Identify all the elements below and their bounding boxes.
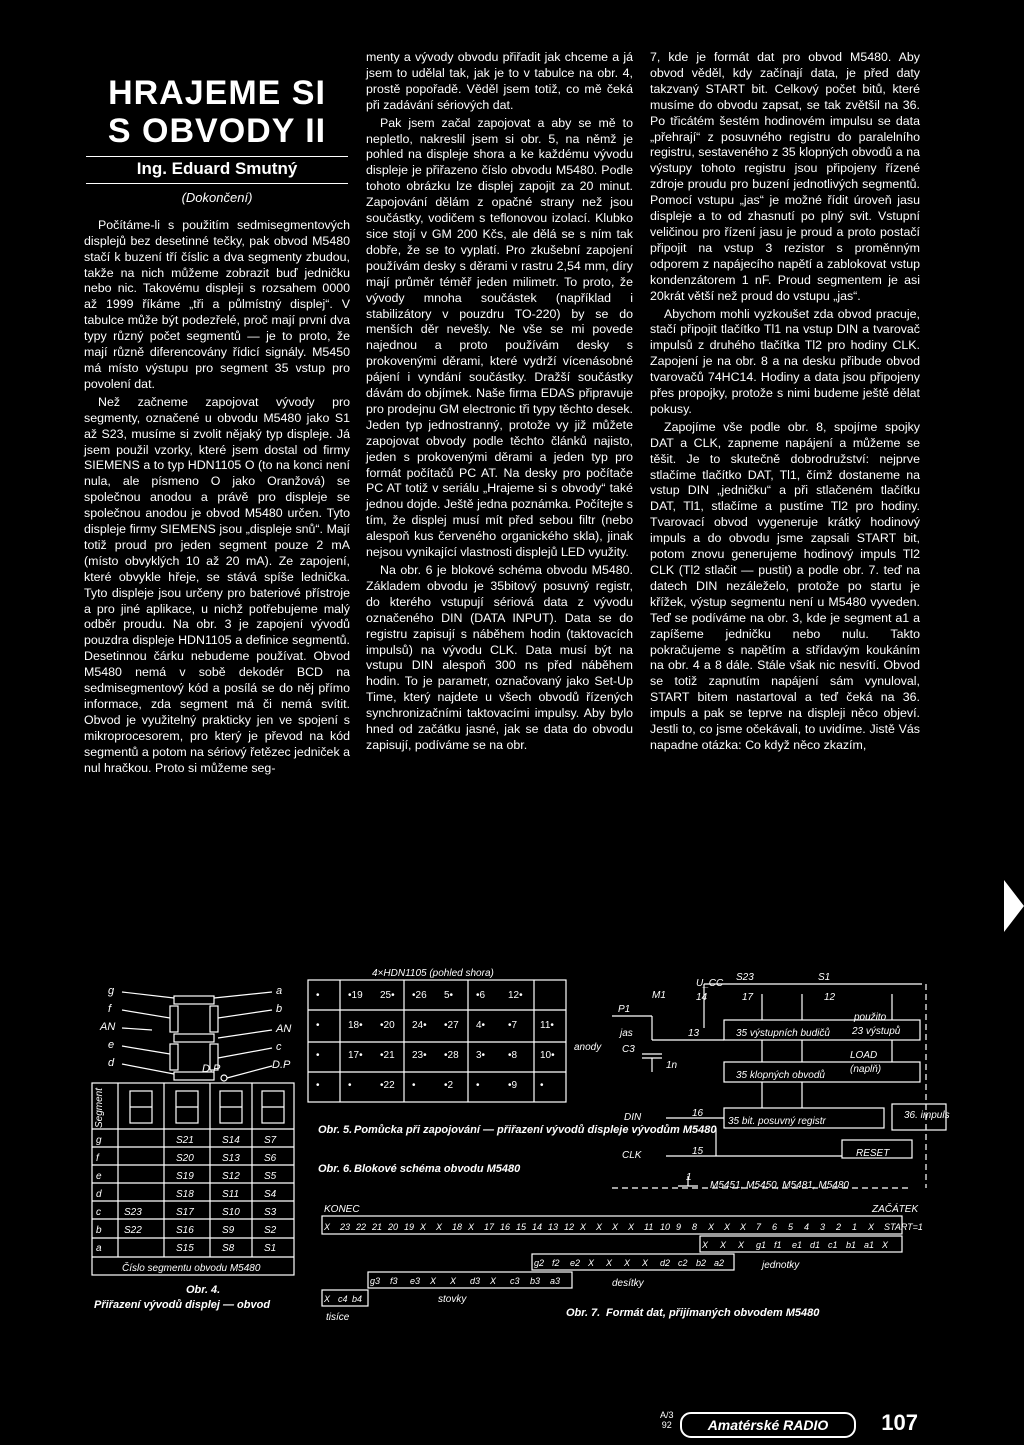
- column-3: [650, 50, 920, 756]
- fig5-pin: •9: [508, 1080, 518, 1091]
- fig6-p1: P1: [618, 1004, 631, 1015]
- fig6-block-diagram: [612, 984, 946, 1188]
- fig3-label-g: g: [108, 985, 115, 997]
- fig7-bit: 10: [660, 1222, 671, 1232]
- fig7-bit: c2: [678, 1258, 688, 1268]
- fig7-bit: X: [596, 1222, 603, 1232]
- fig4-cell: S9: [222, 1225, 235, 1236]
- fig5-pin: •8: [508, 1050, 518, 1061]
- fig7-konec: KONEC: [324, 1204, 360, 1215]
- fig7-bit: 17: [484, 1222, 495, 1232]
- fig6-ucc: U_CC: [696, 978, 724, 989]
- fig7-bit: 2: [836, 1222, 842, 1232]
- paragraph: menty a vývody obvodu přiřadit jak chceme a já jsem to udělal tak, jak je to v tabulce na obr. 4, prostě popořadě. Věděl jsem totiž, co mě čeká při zadávání sériových dat.: [366, 50, 633, 112]
- fig3-label-dp: D.P: [202, 1063, 221, 1075]
- fig5-pin: •: [412, 1080, 416, 1091]
- fig3-label-f: f: [108, 1003, 112, 1015]
- fig7-bit: X: [740, 1222, 747, 1232]
- fig3-label-dp2: D.P: [272, 1059, 291, 1071]
- issue-bottom: 92: [661, 1420, 672, 1430]
- fig7-stovky: stovky: [438, 1294, 467, 1305]
- fig7-bit: 12: [564, 1222, 575, 1232]
- fig7-bit: 23: [340, 1222, 351, 1232]
- fig7-bit: X: [324, 1294, 331, 1304]
- fig6-caption-text: Blokové schéma obvodu M5480: [354, 1163, 521, 1175]
- article-title: [84, 74, 350, 150]
- title-line-1: HRAJEME SI: [108, 74, 326, 112]
- fig4-row-segment: a: [96, 1243, 102, 1254]
- fig6-block5: RESET: [856, 1148, 890, 1159]
- fig5-anody: anody: [574, 1042, 602, 1053]
- fig4-cell: S10: [222, 1207, 240, 1218]
- fig7-bit: b4: [352, 1294, 363, 1304]
- fig5-pin: •: [540, 1080, 544, 1091]
- fig4-cell: S23: [124, 1207, 142, 1218]
- fig4-row-segment: f: [96, 1153, 99, 1164]
- fig5-pin: •28: [444, 1050, 459, 1061]
- fig5-pin: •: [316, 1080, 320, 1091]
- fig7-bit: X: [702, 1240, 709, 1250]
- fig7-bit: 16: [500, 1222, 511, 1232]
- fig7-bit: a1: [864, 1240, 875, 1250]
- fig7-bit: d3: [470, 1276, 481, 1286]
- fig7-bit: X: [612, 1222, 619, 1232]
- fig7-bit: X: [642, 1258, 649, 1268]
- fig4-row-segment: e: [96, 1171, 102, 1182]
- magazine-logo: Amatérské RADIO: [680, 1412, 856, 1438]
- fig4-cell: S15: [176, 1243, 194, 1254]
- fig4-cell: S22: [124, 1225, 142, 1236]
- fig4-cell: S7: [264, 1135, 277, 1146]
- fig3-label-e: e: [108, 1039, 115, 1051]
- fig7-bit: X: [724, 1222, 731, 1232]
- fig3-pinout: [122, 992, 272, 1081]
- fig7-bit: 22: [356, 1222, 367, 1232]
- fig6-c3: C3: [622, 1044, 635, 1055]
- fig7-bit: e1: [792, 1240, 803, 1250]
- fig5-pin: •: [476, 1080, 480, 1091]
- fig7-bit: 1: [852, 1222, 858, 1232]
- fig4-cell: S16: [176, 1225, 194, 1236]
- fig7-bit: X: [430, 1276, 437, 1286]
- fig7-bit: X: [580, 1222, 587, 1232]
- fig5-pin: •: [348, 1080, 352, 1091]
- fig6-block1: 35 výstupních budičů: [736, 1028, 830, 1039]
- fig6-m1: M1: [652, 990, 666, 1001]
- fig4-cell: S11: [222, 1189, 240, 1200]
- fig5-pin: 4•: [476, 1020, 486, 1031]
- fig7-bit: b3: [530, 1276, 541, 1286]
- fig5-pin: •7: [508, 1020, 518, 1031]
- fig7-bit: X: [606, 1258, 613, 1268]
- fig5-grid: [308, 980, 566, 1102]
- fig4-cell: S4: [264, 1189, 277, 1200]
- fig6-din: DIN: [624, 1112, 642, 1123]
- fig7-bit: b1: [846, 1240, 857, 1250]
- fig7-tisice: tisíce: [326, 1312, 350, 1323]
- fig4-cell: S1: [264, 1243, 277, 1254]
- figures-area: [82, 968, 950, 1408]
- fig7-bit: g3: [370, 1276, 381, 1286]
- paragraph: Na obr. 6 je blokové schéma obvodu M5480. Základem obvodu je 35bitový posuvný registr, do kterého vstupují sériová data z vývodu označeného DIN (DATA INPUT). Data se do registru zapisují s náběhem hodin (taktovacích impulsů) na vývodu CLK. Data musí být na vstupu DIN alespoň 300 ns před náběhem hodin. To je parametr, označovaný jako Set-Up Time, který najdete u všech obvodů řízených synchronizačními taktovacími impulsy. Aby bylo hned od začátku jasné, jak se data do obvodu zapisují, podíváme se na obr.: [366, 563, 633, 752]
- fig7-bit: X: [468, 1222, 475, 1232]
- paragraph: 7, kde je formát dat pro obvod M5480. Aby obvod věděl, kdy začínají data, je před daty takzvaný START bit. Celkový počet bitů, které musíme do obvodu zapsat, se tak zvětšil na 36. Po třicátém šestém hodinovém impulsu se data „přehrají“ z posuvného registru do paralelního registru, sestaveného z 35 klopných obvodů a na výstupy tohoto registru jsou připojeny řízené zdroje proudu pro buzení jednotlivých segmentů. Pomocí vstupu „jas“ je možné řídit úroveň jasu displeje a to od zhasnutí po plný svit. Vstupní veličinou pro řízení jasu je proud a proto postačí připojit na vstup 3 rezistor s proměnným odporem z napájecího napětí a zablokovat vstup kondenzátorem 1 nF. Proud segmentem je asi 20krát větší než proud do vstupu „jas“.: [650, 50, 920, 303]
- fig4-cell: S20: [176, 1153, 194, 1164]
- paragraph: Pak jsem začal zapojovat a aby se mě to nepletlo, nakreslil jsem si obr. 5, na němž je pohled na displeje shora a ke každému vývodu displeje je přiřazeno číslo obvodu M5480. Podle tohoto obrázku lze displej zapojit za 20 minut. Zapojování dělám z opačné strany než jsou součástky, vodičem s teflonovou izolací. Klubko sice stojí v GM 200 Kčs, ale dělá se s ním tak dobře, že se to vyplatí. Pro zkušební zapojení používám desky s děrami v rastru 2,54 mm, díry mají průměr téměř jeden milimetr. To proto, že vývody mnoha součástek (například i stabilizátory v pouzdru TO-220) by se do menších děr nevešly. Ne vše se mi povede najednou a proto používám desky s prokovenými děrami, které vydrží vícenásobné pájení i vyndání součástky. Dražší součástky dávám do objímek. Naše firma EDAS připravuje pro prodejnu GM electronic tři typy těchto desek. Jeden typ jednostranný, protože vy již můžete zapojovat obvody podle těchto článků najisto, jeden s prokovenými děrami a jeden typ pro formát počítačů PC AT. Na desky pro počítače PC AT totiž v seriálu „Hrajeme si s obvody“ také jednou dojde. Ještě jedna poznámka. Počítejte s tím, že displej musí mít před sebou filtr (nebo alespoň kus červeného organického skla), jinak nejsou vynikající vlastnosti displejů LED využity.: [366, 115, 633, 560]
- fig7-caption-num: Obr. 7.: [566, 1307, 601, 1319]
- fig7-bit: 3: [820, 1222, 826, 1232]
- fig5-pin: 12•: [508, 990, 523, 1001]
- fig4-cell: S5: [264, 1171, 277, 1182]
- fig6-load: LOAD: [850, 1050, 878, 1061]
- continue-arrow-icon: [1004, 880, 1024, 932]
- fig7-bit: f3: [390, 1276, 398, 1286]
- fig7-bit: X: [490, 1276, 497, 1286]
- fig7-bit: e3: [410, 1276, 421, 1286]
- author: Ing. Eduard Smutný: [136, 159, 298, 178]
- fig7-bit: X: [324, 1222, 331, 1232]
- fig7-bit: X: [708, 1222, 715, 1232]
- paragraph: Počítáme-li s použitím sedmisegmentových displejů bez desetinné tečky, pak obvod M5480 stačí k buzení tří číslic a dva segmenty zbudou, takže na nich můžeme zobrazit buď jedničku nebo nic. Takovému displeji s rozsahem 0000 až 1999 říkáme „tři a půlmístný displej“. V tabulce může být podezřelé, proč mají první dva typy různý počet segmentů — je to proto, že mají různě diferencovány řídicí signály. M5450 má místo výstupu pro segment 35 vstup pro povolení dat.: [84, 217, 350, 391]
- fig6-jas: jas: [620, 1028, 633, 1039]
- paragraph: Abychom mohli vyzkoušet zda obvod pracuje, stačí připojit tlačítko Tl1 na vstup DIN a tvarovač impulsů z druhého tlačítka Tl2 pro hodiny CLK. Zapojení je na obr. 8 a na desku přibude obvod tvarovačů 74HC14. Hodiny a data jsou připojeny přes propojky, protože s nimi budeme ještě dělat pokusy.: [650, 306, 920, 416]
- page-number: 107: [881, 1410, 918, 1435]
- fig5-header: 4×HDN1105 (pohled shora): [372, 968, 494, 979]
- fig7-bit: a2: [714, 1258, 725, 1268]
- issue-top: A/3: [660, 1410, 674, 1420]
- fig4-cell: S2: [264, 1225, 277, 1236]
- title-line-2: S OBVODY II: [107, 112, 327, 150]
- fig5-caption-num: Obr. 5.: [318, 1124, 353, 1136]
- fig4-cell: S6: [264, 1153, 277, 1164]
- fig3-label-c: c: [276, 1041, 282, 1053]
- fig6-s1: S1: [818, 972, 831, 983]
- fig6-s23: S23: [736, 972, 754, 983]
- fig7-jednotky: jednotky: [762, 1260, 800, 1271]
- fig5-pin: •27: [444, 1020, 459, 1031]
- fig7-bit: X: [588, 1258, 595, 1268]
- fig7-bit: X: [450, 1276, 457, 1286]
- fig5-pin: •20: [380, 1020, 395, 1031]
- fig6-chips: M5451, M5450, M5481, M5480: [710, 1180, 849, 1191]
- fig5-pin: •19: [348, 990, 363, 1001]
- fig5-pin: •2: [444, 1080, 454, 1091]
- fig6-n14: 14: [696, 992, 708, 1003]
- fig7-bit: e2: [570, 1258, 581, 1268]
- fig5-pin: 24•: [412, 1020, 427, 1031]
- fig4-cell: S3: [264, 1207, 277, 1218]
- fig6-n12: 12: [824, 992, 836, 1003]
- fig6-n15: 15: [692, 1146, 704, 1157]
- fig7-bit: X: [628, 1222, 635, 1232]
- fig5-pin: •22: [380, 1080, 395, 1091]
- fig6-n13: 13: [688, 1028, 700, 1039]
- fig4-cell: S18: [176, 1189, 194, 1200]
- fig3-label-a: a: [276, 985, 283, 997]
- fig5-pin: 17•: [348, 1050, 363, 1061]
- fig7-bit: 15: [516, 1222, 527, 1232]
- fig6-n17: 17: [742, 992, 754, 1003]
- continuation-note: (Dokončení): [181, 189, 253, 205]
- fig6-block4: 36. impuls: [904, 1110, 950, 1121]
- fig4-row-segment: g: [96, 1135, 102, 1146]
- fig6-block2: 35 klopných obvodů: [736, 1070, 825, 1081]
- fig7-bit: 5: [788, 1222, 794, 1232]
- fig6-load2: (naplň): [850, 1064, 882, 1075]
- fig4-row-segment: b: [96, 1225, 102, 1236]
- fig7-bit: g2: [534, 1258, 545, 1268]
- fig7-bit: c4: [338, 1294, 348, 1304]
- fig7-bit: f1: [774, 1240, 782, 1250]
- fig5-pin: 5•: [444, 990, 454, 1001]
- fig5-pin: 10•: [540, 1050, 555, 1061]
- fig4-header: Segment: [94, 1087, 105, 1128]
- fig7-bit: 21: [372, 1222, 383, 1232]
- fig4-cell: S19: [176, 1171, 194, 1182]
- fig7-bit: 14: [532, 1222, 543, 1232]
- fig4-row-segment: d: [96, 1189, 102, 1200]
- fig7-bit: START=1: [884, 1222, 923, 1232]
- fig5-pin: 11•: [540, 1020, 554, 1031]
- fig5-pin: •: [316, 990, 320, 1001]
- fig7-bit: c3: [510, 1276, 520, 1286]
- fig5-caption-text: Pomůcka při zapojování — přiřazení vývodů displeje vývodům M5480: [354, 1124, 717, 1136]
- fig6-pouzito2: 23 výstupů: [852, 1026, 901, 1037]
- fig5-pin: •21: [380, 1050, 395, 1061]
- fig6-n16: 16: [692, 1108, 704, 1119]
- fig7-bit: f2: [552, 1258, 560, 1268]
- fig5-pin: 25•: [380, 990, 395, 1001]
- fig4-row-segment: c: [96, 1207, 101, 1218]
- fig7-bit: b2: [696, 1258, 707, 1268]
- fig4-cell: S8: [222, 1243, 235, 1254]
- fig7-bit: X: [624, 1258, 631, 1268]
- fig7-bit: d1: [810, 1240, 821, 1250]
- fig3-label-d: d: [108, 1057, 115, 1069]
- fig7-bit: 20: [388, 1222, 399, 1232]
- fig7-bit: X: [868, 1222, 875, 1232]
- fig5-pin: •6: [476, 990, 486, 1001]
- fig7-bit: X: [882, 1240, 889, 1250]
- fig4-footer: Číslo segmentu obvodu M5480: [122, 1263, 261, 1274]
- author-rule: [86, 183, 348, 184]
- fig7-bit: X: [738, 1240, 745, 1250]
- fig3-label-an2: AN: [276, 1023, 292, 1035]
- fig3-label-b: b: [276, 1003, 283, 1015]
- fig6-n1: 1: [686, 1172, 692, 1183]
- fig7-bit: X: [420, 1222, 427, 1232]
- column-1: [84, 74, 350, 779]
- fig4-cell: S14: [222, 1135, 240, 1146]
- fig4-cell: S12: [222, 1171, 240, 1182]
- fig5-pin: •: [316, 1020, 320, 1031]
- fig5-pin: •26: [412, 990, 427, 1001]
- paragraph: Než začneme zapojovat vývody pro segmenty, označené u obvodu M5480 jako S1 až S23, musíme si zvolit nějaký typ displeje. Já jsem použil vzorky, které jsem dostal od firmy SIEMENS a to typ HDN1105 O (to na konci není nula, ale písmeno O jako Oranžová) se společnou anodou a právě pro displeje se společnou anodou je obvod M5480 určen. Tyto displeje firmy SIEMENS jsou „displeje snů“. Mají totiž proud pro jeden segment pouze 2 mA (místo obvyklých 10 až 20 mA). Ze zapojení, které obvykle hřeje, se stává spíše lednička. Tyto displeje jsou určeny pro bateriové přístroje a pro jiné aplikace, u nichž potřebujeme malý odběr proudu. Na obr. 3 je zapojení vývodů pouzdra displeje HDN1105 a definice segmentů. Desetinnou čárku nebudeme používat. Obvod M5480 nemá v sobě dekodér BCD na sedmisegmentový kód a posílá se do něj přímo informace, zda segment má či nemá svítit. Obvod je využitelný prakticky jen ve spojení s mikroprocesorem, pro který je převod na kód segmentů a potom na sériový řetězec jedniček a nul hračkou. Proto si můžeme seg-: [84, 394, 350, 775]
- fig4-caption-text: Přiřazení vývodů displej — obvod: [94, 1299, 271, 1311]
- fig7-bit: a3: [550, 1276, 561, 1286]
- paragraph: Zapojíme vše podle obr. 8, spojíme spojky DAT a CLK, zapneme napájení a můžeme se těšit. Je to skutečně dobrodružství: nejprve stlačíme tlačítko DAT, Tl1, čímž dostaneme na vstup DIN „jedničku“ a při stlačeném tlačítku DAT, Tl1, stlačíme a pustíme Tl2 pro hodiny. Tvarovací obvod vygeneruje krátký hodinový impuls a do obvodu jsme zapsali START bit, potom znovu generujeme hodinový impuls Tl2 CLK (Tl2 stlačit — pustit) a podle obr. 7. teď na datech DIN nezáleželo, protože po startu je křížek, výstup segmentu není u M5480 vyveden. Teď se podíváme na obr. 3, kde je segment a1 a zapíšeme jedničku nebo nulu. Takto pokračujeme s napětím a střídavým koukáním na obr. 4 a 8 dále. Stále však nic nesvítí. Obvod se totiž zapnutím napájení sám vynuloval, START bitem nastartoval a teď čeká na 36. impuls a pak se teprve na displeji něco objeví. Jestli to, co jsme očekávali, to uvidíme. Jistě Vás napadne otázka: Co když něco zkazím,: [650, 419, 920, 752]
- fig6-block3: 35 bit. posuvný registr: [728, 1116, 826, 1127]
- fig7-bit: 19: [404, 1222, 415, 1232]
- fig7-bit: g1: [756, 1240, 767, 1250]
- fig3-label-an: AN: [100, 1021, 116, 1033]
- fig7-bit: 7: [756, 1222, 762, 1232]
- fig5-pin: 18•: [348, 1020, 363, 1031]
- fig6-clk: CLK: [622, 1150, 642, 1161]
- title-rule: [86, 156, 348, 157]
- fig6-pouzito: použito: [854, 1012, 887, 1023]
- fig4-cell: S17: [176, 1207, 194, 1218]
- fig7-bit: c1: [828, 1240, 838, 1250]
- fig7-bit: 6: [772, 1222, 778, 1232]
- issue-number: [660, 1410, 674, 1430]
- fig7-bit: X: [720, 1240, 727, 1250]
- fig7-bit: 9: [676, 1222, 682, 1232]
- fig6-caption-num: Obr. 6.: [318, 1163, 353, 1175]
- fig7-desitky: desítky: [612, 1278, 644, 1289]
- fig6-nf: 1n: [666, 1060, 678, 1071]
- fig5-pin: •: [316, 1050, 320, 1061]
- fig7-bit: X: [436, 1222, 443, 1232]
- fig5-pin: 23•: [412, 1050, 427, 1061]
- fig7-bit: 13: [548, 1222, 559, 1232]
- column-2: [366, 50, 633, 756]
- fig4-cell: S13: [222, 1153, 240, 1164]
- fig7-bit: 11: [644, 1222, 654, 1232]
- fig7-bit: 4: [804, 1222, 810, 1232]
- fig7-bit: d2: [660, 1258, 671, 1268]
- fig5-pin: 3•: [476, 1050, 486, 1061]
- fig7-caption-text: Formát dat, přijímaných obvodem M5480: [606, 1307, 820, 1319]
- fig7-bit: 18: [452, 1222, 463, 1232]
- fig7-zacatek: ZAČÁTEK: [872, 1204, 919, 1215]
- fig4-caption-num: Obr. 4.: [186, 1284, 221, 1296]
- fig7-bit: 8: [692, 1222, 698, 1232]
- fig4-cell: S21: [176, 1135, 194, 1146]
